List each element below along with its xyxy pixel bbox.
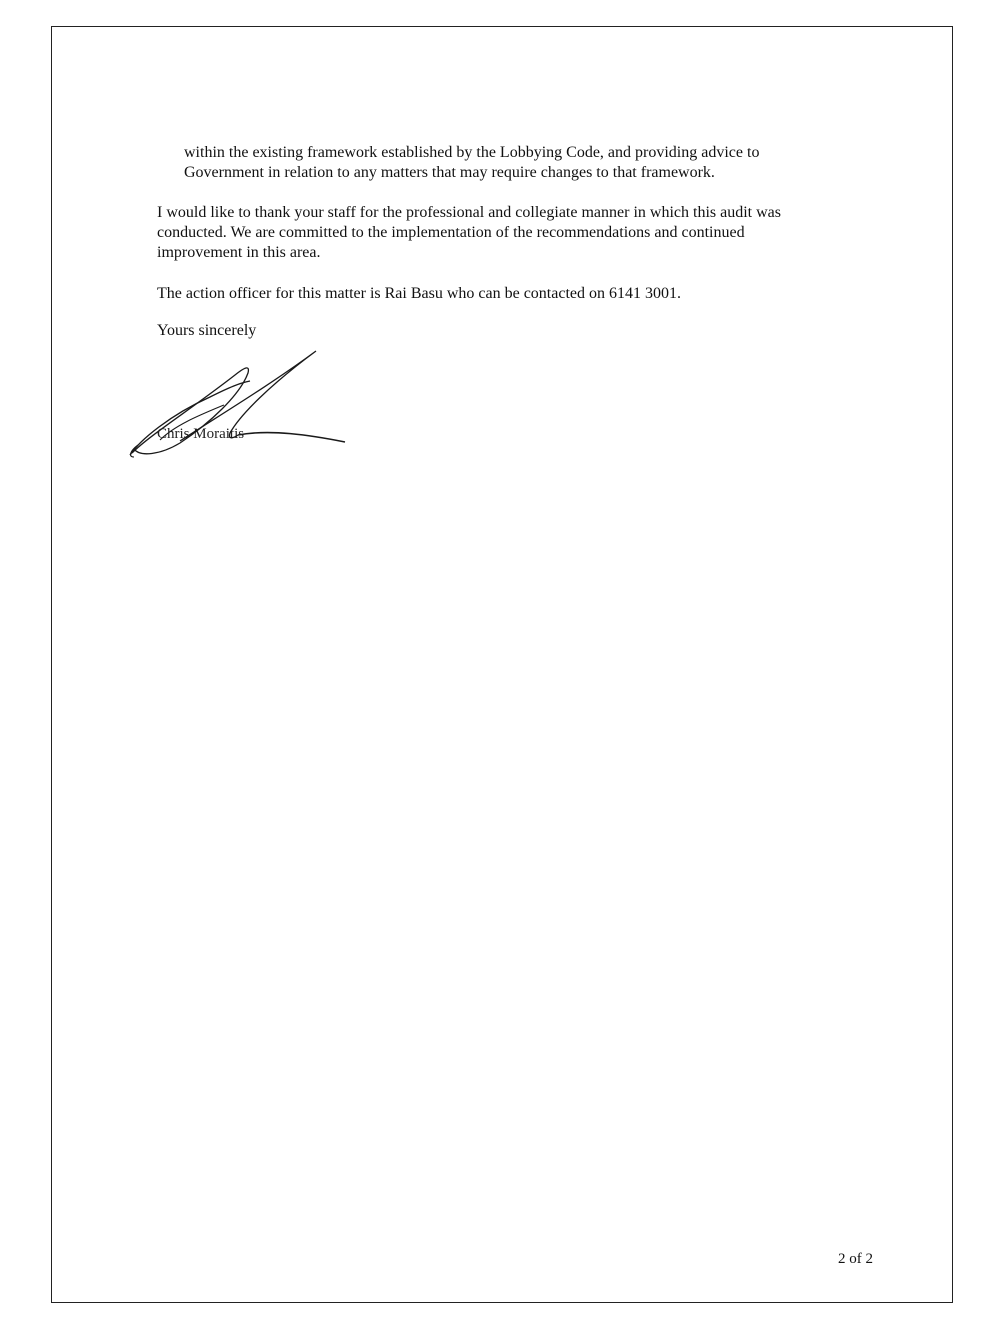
text-line: conducted. We are committed to the implementation of the recommendations and continued	[157, 224, 745, 241]
paragraph-action-officer: The action officer for this matter is Rai Basu who can be contacted on 6141 3001.	[157, 285, 681, 302]
page-number: 2 of 2	[838, 1251, 873, 1267]
signature-graphic	[120, 345, 360, 465]
closing-salutation: Yours sincerely	[157, 322, 257, 339]
text-line: improvement in this area.	[157, 244, 321, 261]
handwritten-signature	[120, 345, 360, 465]
text-line: within the existing framework established by the Lobbying Code, and providing advice to	[184, 144, 760, 161]
text-line: I would like to thank your staff for the professional and collegiate manner in which this audit was	[157, 204, 781, 221]
text-line: Government in relation to any matters that may require changes to that framework.	[184, 164, 715, 181]
signer-name: Chris Moraitis	[157, 426, 245, 442]
paragraph-thanks	[157, 203, 886, 263]
paragraph-continued	[184, 143, 886, 183]
